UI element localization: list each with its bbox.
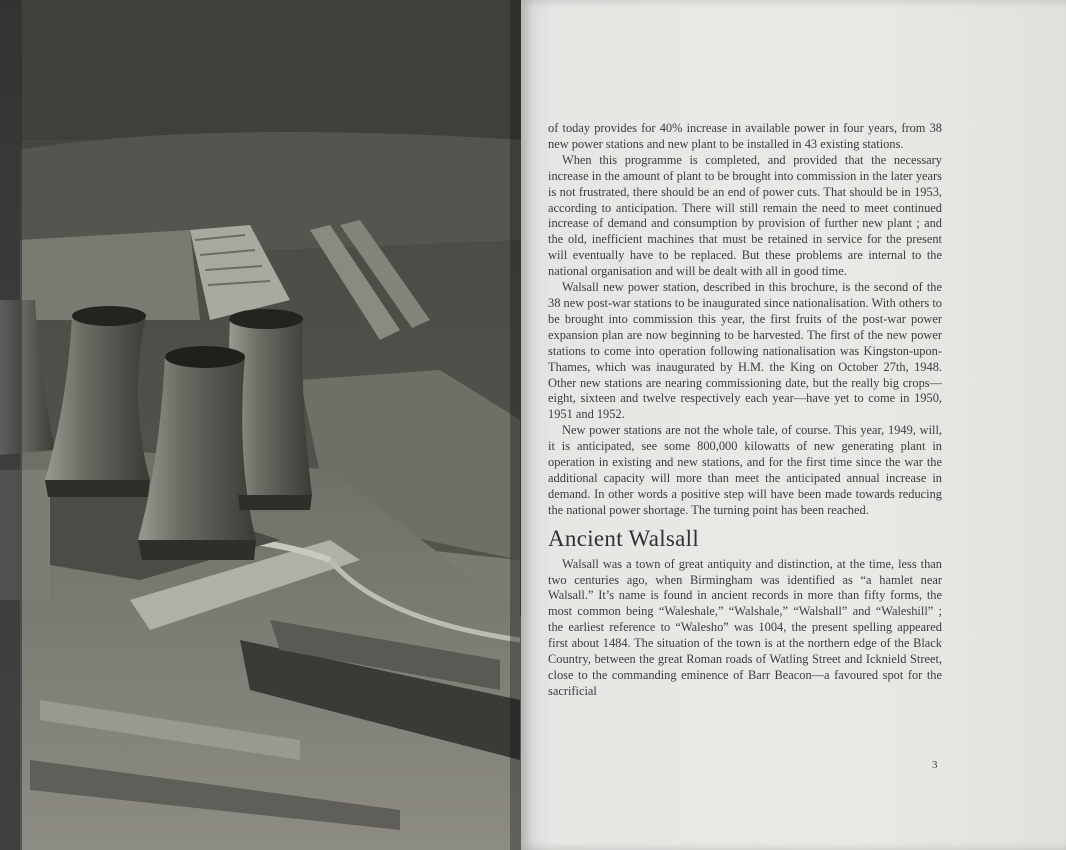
page-number: 3	[932, 759, 938, 771]
paragraph: of today provides for 40% increase in available power in four years, from 38 new power stations and new plant to be installed in 43 existing stations.	[548, 121, 942, 151]
section-heading: Ancient Walsall	[548, 525, 700, 551]
paragraph: When this programme is completed, and provided that the necessary increase in the amount of plant to be brought into commission in the later years is not frustrated, there should be an end of power cuts. That should be in 1953, according to anticipation. There will still remain the need to meet continued increase of demand and consumption by provision of further new plant ; and the old, inefficient machines that must be retained in service for the present will eventually have to be replaced. But these problems are internal to the national organisation and will be dealt with all in good time.	[548, 152, 942, 279]
paragraph: Walsall new power station, described in this brochure, is the second of the 38 new post-war stations to be inaugurated since nationalisation. With others to be brought into commission this year, the first fruits of the post-war power expansion plan are now beginning to be harvested. The first of the new power stations to come into operation following nationalisation was Kingston-upon-Thames, which was inaugurated by H.M. the King on October 27th, 1948. Other new stations are nearing commissioning date, but the really big crops—eight, sixteen and twelve respectively each year—have yet to come in 1950, 1951 and 1952.	[548, 280, 942, 422]
aerial-photo-page	[0, 0, 526, 850]
aerial-power-station-photo	[0, 0, 526, 850]
paragraph: New power stations are not the whole tale, of course. This year, 1949, will, it is anticipated, see some 800,000 kilowatts of new generating plant in operation in existing and new stations, and for the first time since the war the additional capacity will more than meet the anticipated annual increase in demand. In other words a positive step will have been made towards reducing the national power shortage. The turning point has been reached.	[548, 423, 942, 517]
paragraph: Walsall was a town of great antiquity and distinction, at the time, less than two centuries ago, when Birmingham was identified as “a hamlet near Walsall.” It’s name is found in ancient records in more than fifty forms, the most common being “Waleshale,” “Walshale,” “Walshall” and “Waleshill” ; the earliest reference to “Walesho” was 1004, the present spelling appeared first about 1484. The situation of the town is at the northern edge of the Black Country, between the great Roman roads of Watling Street and Icknield Street, close to the commanding eminence of Barr Beacon—a favoured spot for the sacrificial	[548, 556, 942, 698]
text-page	[521, 0, 1066, 850]
text-column	[548, 121, 942, 700]
